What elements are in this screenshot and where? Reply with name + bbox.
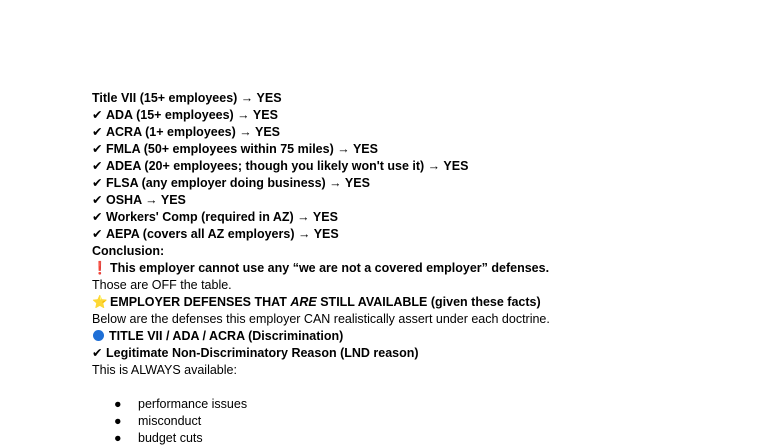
defenses-heading-after: STILL AVAILABLE (given these facts): [316, 295, 541, 309]
star-icon: ⭐: [92, 295, 108, 309]
coverage-text: AEPA (covers all AZ employers) → YES: [106, 227, 339, 241]
blue-circle-icon: [93, 330, 104, 341]
coverage-text: ADEA (20+ employees; though you likely won't use it) → YES: [106, 159, 469, 173]
list-item: [114, 413, 772, 430]
coverage-line-title-vii: [92, 90, 772, 107]
coverage-line-aepa: [92, 226, 772, 243]
bullet-icon: ●: [114, 397, 122, 411]
list-item: [114, 396, 772, 413]
check-mark-icon: ✔: [92, 176, 103, 190]
check-mark-icon: ✔: [92, 142, 103, 156]
conclusion-note: Those are OFF the table.: [92, 278, 232, 292]
list-item: [114, 430, 772, 447]
coverage-text: ACRA (1+ employees) → YES: [106, 125, 281, 139]
defenses-heading-italic: ARE: [290, 295, 317, 309]
defenses-intro: Below are the defenses this employer CAN realistically assert under each doctrine.: [92, 312, 550, 326]
blank-line: [92, 379, 772, 396]
coverage-line-flsa: [92, 175, 772, 192]
coverage-line-osha: [92, 192, 772, 209]
coverage-text: OSHA → YES: [106, 193, 186, 207]
reasons-list: [92, 396, 772, 447]
coverage-text: FLSA (any employer doing business) → YES: [106, 176, 370, 190]
lnd-heading-line: [92, 345, 772, 362]
section-heading: TITLE VII / ADA / ACRA (Discrimination): [109, 329, 344, 343]
coverage-text: Title VII (15+ employees) → YES: [92, 91, 282, 105]
coverage-text: ADA (15+ employees) → YES: [106, 108, 278, 122]
coverage-text: FMLA (50+ employees within 75 miles) → YES: [106, 142, 378, 156]
coverage-line-adea: [92, 158, 772, 175]
conclusion-emphasis: This employer cannot use any “we are not a covered employer” defenses.: [110, 261, 550, 275]
coverage-text: Workers' Comp (required in AZ) → YES: [106, 210, 338, 224]
check-mark-icon: ✔: [92, 159, 103, 173]
check-mark-icon: ✔: [92, 108, 103, 122]
list-item-text: misconduct: [138, 414, 202, 428]
conclusion-heading: Conclusion:: [92, 244, 165, 258]
coverage-line-acra: [92, 124, 772, 141]
check-mark-icon: ✔: [92, 193, 103, 207]
bullet-icon: ●: [114, 414, 122, 428]
coverage-line-ada: [92, 107, 772, 124]
check-mark-icon: ✔: [92, 346, 103, 360]
section-heading-line: [92, 328, 772, 345]
defenses-heading-line: [92, 294, 772, 311]
coverage-line-fmla: [92, 141, 772, 158]
check-mark-icon: ✔: [92, 210, 103, 224]
check-mark-icon: ✔: [92, 227, 103, 241]
lnd-heading: Legitimate Non-Discriminatory Reason (LND reason): [106, 346, 419, 360]
list-item-text: performance issues: [138, 397, 248, 411]
lnd-note: This is ALWAYS available:: [92, 363, 237, 377]
red-exclamation-icon: ❗: [92, 261, 108, 275]
bullet-icon: ●: [114, 431, 122, 445]
conclusion-emphasis-line: [92, 260, 772, 277]
list-item-text: budget cuts: [138, 431, 203, 445]
coverage-line-workers-comp: [92, 209, 772, 226]
defenses-heading-before: EMPLOYER DEFENSES THAT: [110, 295, 291, 309]
check-mark-icon: ✔: [92, 125, 103, 139]
document-body: [92, 90, 772, 447]
